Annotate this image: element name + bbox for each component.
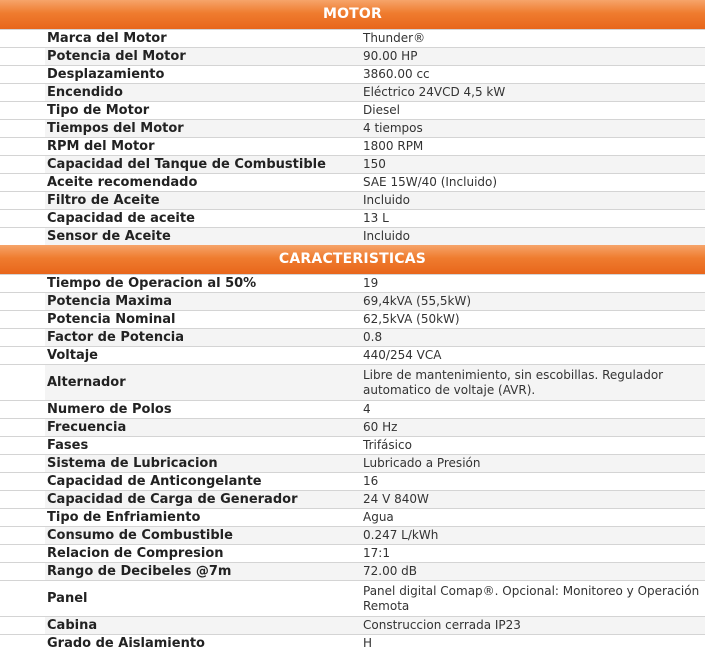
spec-value: SAE 15W/40 (Incluido) — [361, 174, 705, 192]
spec-value: Thunder® — [361, 30, 705, 48]
spec-value: 90.00 HP — [361, 48, 705, 66]
spec-value: 69,4kVA (55,5kW) — [361, 293, 705, 311]
spec-label: Desplazamiento — [45, 66, 361, 84]
table-row — [0, 365, 705, 401]
spec-label: Sistema de Lubricacion — [45, 455, 361, 473]
row-spacer — [0, 437, 45, 455]
caracteristicas-spec-table — [0, 274, 705, 652]
table-row — [0, 156, 705, 174]
table-row — [0, 120, 705, 138]
spec-label: Potencia del Motor — [45, 48, 361, 66]
spec-label: Relacion de Compresion — [45, 545, 361, 563]
spec-value: 0.247 L/kWh — [361, 527, 705, 545]
spec-label: Voltaje — [45, 347, 361, 365]
row-spacer — [0, 455, 45, 473]
table-row — [0, 635, 705, 653]
table-row — [0, 401, 705, 419]
row-spacer — [0, 84, 45, 102]
caracteristicas-section-header: CARACTERISTICAS — [0, 245, 705, 274]
table-row — [0, 30, 705, 48]
row-spacer — [0, 617, 45, 635]
table-row — [0, 473, 705, 491]
spec-value: Diesel — [361, 102, 705, 120]
row-spacer — [0, 30, 45, 48]
table-row — [0, 419, 705, 437]
spec-label: Marca del Motor — [45, 30, 361, 48]
row-spacer — [0, 210, 45, 228]
table-row — [0, 138, 705, 156]
row-spacer — [0, 48, 45, 66]
spec-label: Potencia Maxima — [45, 293, 361, 311]
spec-label: Rango de Decibeles @7m — [45, 563, 361, 581]
table-row — [0, 455, 705, 473]
table-row — [0, 581, 705, 617]
row-spacer — [0, 581, 45, 617]
spec-value: Construccion cerrada IP23 — [361, 617, 705, 635]
spec-label: Tipo de Enfriamiento — [45, 509, 361, 527]
row-spacer — [0, 174, 45, 192]
spec-value: 1800 RPM — [361, 138, 705, 156]
spec-label: Capacidad de Anticongelante — [45, 473, 361, 491]
spec-value: 0.8 — [361, 329, 705, 347]
motor-section-header: MOTOR — [0, 0, 705, 29]
table-row — [0, 48, 705, 66]
table-row — [0, 174, 705, 192]
row-spacer — [0, 545, 45, 563]
spec-label: Capacidad de aceite — [45, 210, 361, 228]
row-spacer — [0, 365, 45, 401]
spec-value: 13 L — [361, 210, 705, 228]
row-spacer — [0, 228, 45, 246]
spec-value: 150 — [361, 156, 705, 174]
table-row — [0, 210, 705, 228]
row-spacer — [0, 527, 45, 545]
table-row — [0, 617, 705, 635]
table-row — [0, 293, 705, 311]
spec-label: Encendido — [45, 84, 361, 102]
table-row — [0, 437, 705, 455]
row-spacer — [0, 491, 45, 509]
row-spacer — [0, 509, 45, 527]
row-spacer — [0, 563, 45, 581]
spec-value: 16 — [361, 473, 705, 491]
row-spacer — [0, 66, 45, 84]
spec-label: Potencia Nominal — [45, 311, 361, 329]
row-spacer — [0, 293, 45, 311]
spec-value: Eléctrico 24VCD 4,5 kW — [361, 84, 705, 102]
table-row — [0, 491, 705, 509]
row-spacer — [0, 102, 45, 120]
row-spacer — [0, 635, 45, 653]
row-spacer — [0, 275, 45, 293]
row-spacer — [0, 329, 45, 347]
spec-label: RPM del Motor — [45, 138, 361, 156]
spec-value: Incluido — [361, 228, 705, 246]
row-spacer — [0, 419, 45, 437]
row-spacer — [0, 138, 45, 156]
table-row — [0, 563, 705, 581]
spec-label: Capacidad del Tanque de Combustible — [45, 156, 361, 174]
table-row — [0, 311, 705, 329]
spec-label: Tiempo de Operacion al 50% — [45, 275, 361, 293]
row-spacer — [0, 192, 45, 210]
spec-label: Sensor de Aceite — [45, 228, 361, 246]
spec-value: Lubricado a Presión — [361, 455, 705, 473]
table-row — [0, 192, 705, 210]
row-spacer — [0, 311, 45, 329]
spec-label: Tipo de Motor — [45, 102, 361, 120]
spec-value: 4 — [361, 401, 705, 419]
row-spacer — [0, 120, 45, 138]
table-row — [0, 275, 705, 293]
spec-label: Filtro de Aceite — [45, 192, 361, 210]
spec-label: Consumo de Combustible — [45, 527, 361, 545]
table-row — [0, 102, 705, 120]
spec-value: 4 tiempos — [361, 120, 705, 138]
spec-label: Tiempos del Motor — [45, 120, 361, 138]
spec-value: 60 Hz — [361, 419, 705, 437]
table-row — [0, 509, 705, 527]
table-row — [0, 545, 705, 563]
spec-value: 24 V 840W — [361, 491, 705, 509]
table-row — [0, 66, 705, 84]
spec-value: 440/254 VCA — [361, 347, 705, 365]
spec-label: Capacidad de Carga de Generador — [45, 491, 361, 509]
row-spacer — [0, 473, 45, 491]
spec-value: 17:1 — [361, 545, 705, 563]
spec-value: H — [361, 635, 705, 653]
row-spacer — [0, 347, 45, 365]
spec-value: 3860.00 cc — [361, 66, 705, 84]
spec-label: Factor de Potencia — [45, 329, 361, 347]
row-spacer — [0, 156, 45, 174]
spec-value: Libre de mantenimiento, sin escobillas. Regulador automatico de voltaje (AVR). — [361, 365, 705, 401]
row-spacer — [0, 401, 45, 419]
spec-label: Aceite recomendado — [45, 174, 361, 192]
spec-label: Panel — [45, 581, 361, 617]
spec-label: Numero de Polos — [45, 401, 361, 419]
spec-value: Panel digital Comap®. Opcional: Monitoreo y Operación Remota — [361, 581, 705, 617]
table-row — [0, 228, 705, 246]
table-row — [0, 527, 705, 545]
spec-value: Incluido — [361, 192, 705, 210]
spec-value: 19 — [361, 275, 705, 293]
spec-label: Alternador — [45, 365, 361, 401]
table-row — [0, 329, 705, 347]
table-row — [0, 347, 705, 365]
spec-value: Trifásico — [361, 437, 705, 455]
motor-spec-table — [0, 29, 705, 245]
table-row — [0, 84, 705, 102]
spec-value: Agua — [361, 509, 705, 527]
spec-label: Fases — [45, 437, 361, 455]
spec-value: 62,5kVA (50kW) — [361, 311, 705, 329]
spec-value: 72.00 dB — [361, 563, 705, 581]
spec-label: Frecuencia — [45, 419, 361, 437]
spec-label: Grado de Aislamiento — [45, 635, 361, 653]
spec-label: Cabina — [45, 617, 361, 635]
